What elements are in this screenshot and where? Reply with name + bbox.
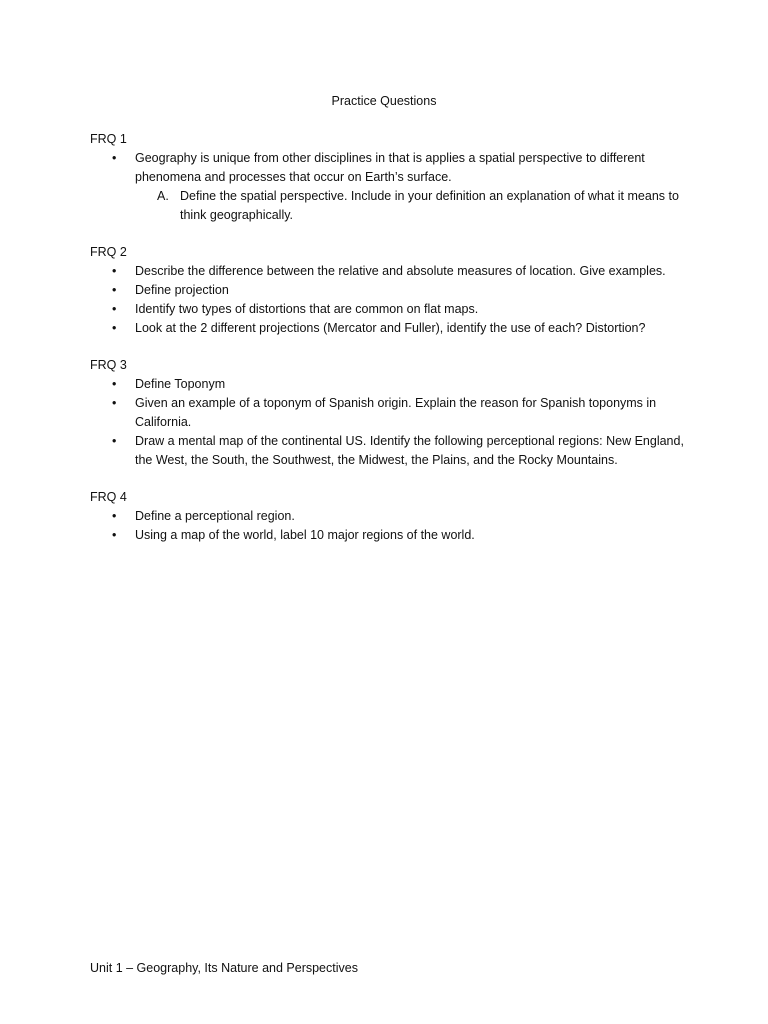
bullet-glyph: • (112, 509, 117, 523)
list-item-text: Draw a mental map of the continental US. Identify the following perceptional regions: New England, the West, the South, the Southwest, the Midwest, the Plains, and the Rocky Mountains. (135, 434, 684, 467)
list-item (90, 432, 690, 470)
list-item-text: Geography is unique from other disciplines in that is applies a spatial perspective to different phenomena and processes that occur on Earth’s surface. (135, 151, 645, 184)
frq-section-3 (90, 356, 690, 470)
sub-item-marker: A. (157, 189, 169, 203)
frq-section-1 (90, 130, 690, 225)
questions-body (90, 130, 690, 563)
frq-section-2 (90, 243, 690, 338)
list-item-text: Define Toponym (135, 377, 226, 391)
sub-list-item (135, 187, 690, 225)
list-item (90, 281, 690, 300)
list-item (90, 507, 690, 526)
list-item (90, 300, 690, 319)
bullet-glyph: • (112, 528, 117, 542)
bullet-glyph: • (112, 283, 117, 297)
list-item (90, 262, 690, 281)
bullet-glyph: • (112, 264, 117, 278)
bullet-list (90, 149, 690, 225)
frq-heading: FRQ 2 (90, 245, 127, 259)
list-item-text: Define a perceptional region. (135, 509, 295, 523)
list-item-text: Look at the 2 different projections (Mercator and Fuller), identify the use of each? Distortion? (135, 321, 646, 335)
bullet-list (90, 507, 690, 545)
bullet-list (90, 262, 690, 338)
list-item (90, 149, 690, 225)
list-item (90, 319, 690, 338)
list-item (90, 394, 690, 432)
bullet-glyph: • (112, 302, 117, 316)
frq-heading: FRQ 1 (90, 132, 127, 146)
bullet-list (90, 375, 690, 470)
frq-heading: FRQ 4 (90, 490, 127, 504)
list-item-text: Using a map of the world, label 10 major regions of the world. (135, 528, 475, 542)
page-footer: Unit 1 – Geography, Its Nature and Perspectives (90, 961, 358, 975)
list-item (90, 375, 690, 394)
list-item-text: Given an example of a toponym of Spanish origin. Explain the reason for Spanish toponyms in California. (135, 396, 657, 429)
page-title: Practice Questions (331, 94, 437, 108)
sub-item-text: Define the spatial perspective. Include in your definition an explanation of what it means to think geographically. (180, 189, 679, 222)
bullet-glyph: • (112, 396, 117, 410)
list-item-text: Identify two types of distortions that are common on flat maps. (135, 302, 479, 316)
sub-list (135, 187, 690, 225)
bullet-glyph: • (112, 377, 117, 391)
list-item-text: Describe the difference between the relative and absolute measures of location. Give examples. (135, 264, 666, 278)
bullet-glyph: • (112, 151, 117, 165)
list-item-text: Define projection (135, 283, 229, 297)
list-item (90, 526, 690, 545)
frq-section-4 (90, 488, 690, 545)
frq-heading: FRQ 3 (90, 358, 127, 372)
bullet-glyph: • (112, 321, 117, 335)
bullet-glyph: • (112, 434, 117, 448)
